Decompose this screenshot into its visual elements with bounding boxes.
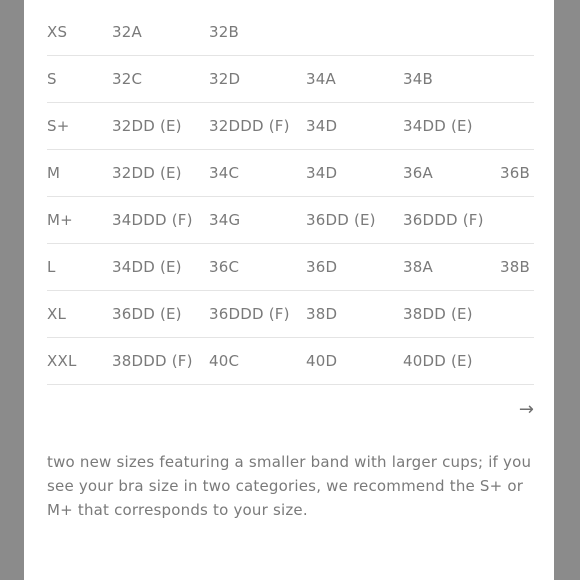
bra-size-cell: 38B (500, 244, 534, 291)
bra-size-cell: 34C (209, 150, 306, 197)
bra-size-cell: 34A (306, 56, 403, 103)
bra-size-cell: 32B (209, 9, 306, 56)
bra-size-cell: 32DD (E) (112, 150, 209, 197)
bra-size-cell: 32D (209, 56, 306, 103)
bra-size-cell (500, 56, 534, 103)
bra-size-cell: 36DD (E) (112, 291, 209, 338)
table-row (47, 9, 534, 56)
table-row (47, 291, 534, 338)
bra-size-cell: 38D (306, 291, 403, 338)
bra-size-cell: 34DD (E) (403, 103, 500, 150)
bra-size-cell (403, 9, 500, 56)
size-label: XL (47, 291, 112, 338)
bra-size-cell: 34G (209, 197, 306, 244)
size-label: M (47, 150, 112, 197)
table-row (47, 197, 534, 244)
bra-size-cell: 34B (403, 56, 500, 103)
size-label: M+ (47, 197, 112, 244)
bra-size-cell (500, 291, 534, 338)
table-row (47, 244, 534, 291)
bra-size-cell: 38A (403, 244, 500, 291)
bra-size-cell (500, 9, 534, 56)
bra-size-cell (500, 197, 534, 244)
bra-size-cell: 32DDD (F) (209, 103, 306, 150)
bra-size-cell: 36DDD (F) (209, 291, 306, 338)
size-label: XS (47, 9, 112, 56)
bra-size-cell: 40D (306, 338, 403, 385)
bra-size-cell (500, 338, 534, 385)
bra-size-cell: 34DD (E) (112, 244, 209, 291)
size-chart-card (24, 0, 554, 580)
bra-size-cell: 34D (306, 150, 403, 197)
bra-size-cell: 40C (209, 338, 306, 385)
bra-size-cell: 32DD (E) (112, 103, 209, 150)
size-label: XXL (47, 338, 112, 385)
bra-size-cell: 36DD (E) (306, 197, 403, 244)
table-row (47, 150, 534, 197)
table-row (47, 56, 534, 103)
bra-size-cell: 38DD (E) (403, 291, 500, 338)
bra-size-cell: 32C (112, 56, 209, 103)
size-note: two new sizes featuring a smaller band with larger cups; if you see your bra size in two categories, we recommend the S+ or M+ that corresponds to your size. (47, 453, 532, 519)
size-table (47, 9, 534, 385)
bra-size-cell: 36B (500, 150, 534, 197)
scroll-right-arrow-icon[interactable]: → (518, 399, 534, 420)
bra-size-cell (306, 9, 403, 56)
bra-size-cell: 36D (306, 244, 403, 291)
bra-size-cell: 36C (209, 244, 306, 291)
bra-size-cell: 38DDD (F) (112, 338, 209, 385)
bra-size-cell: 36DDD (F) (403, 197, 500, 244)
size-label: S (47, 56, 112, 103)
bra-size-cell: 34DDD (F) (112, 197, 209, 244)
table-row (47, 103, 534, 150)
size-label: L (47, 244, 112, 291)
bra-size-cell: 34D (306, 103, 403, 150)
table-row (47, 338, 534, 385)
bra-size-cell (500, 103, 534, 150)
bra-size-cell: 40DD (E) (403, 338, 500, 385)
bra-size-cell: 36A (403, 150, 500, 197)
size-label: S+ (47, 103, 112, 150)
bra-size-cell: 32A (112, 9, 209, 56)
